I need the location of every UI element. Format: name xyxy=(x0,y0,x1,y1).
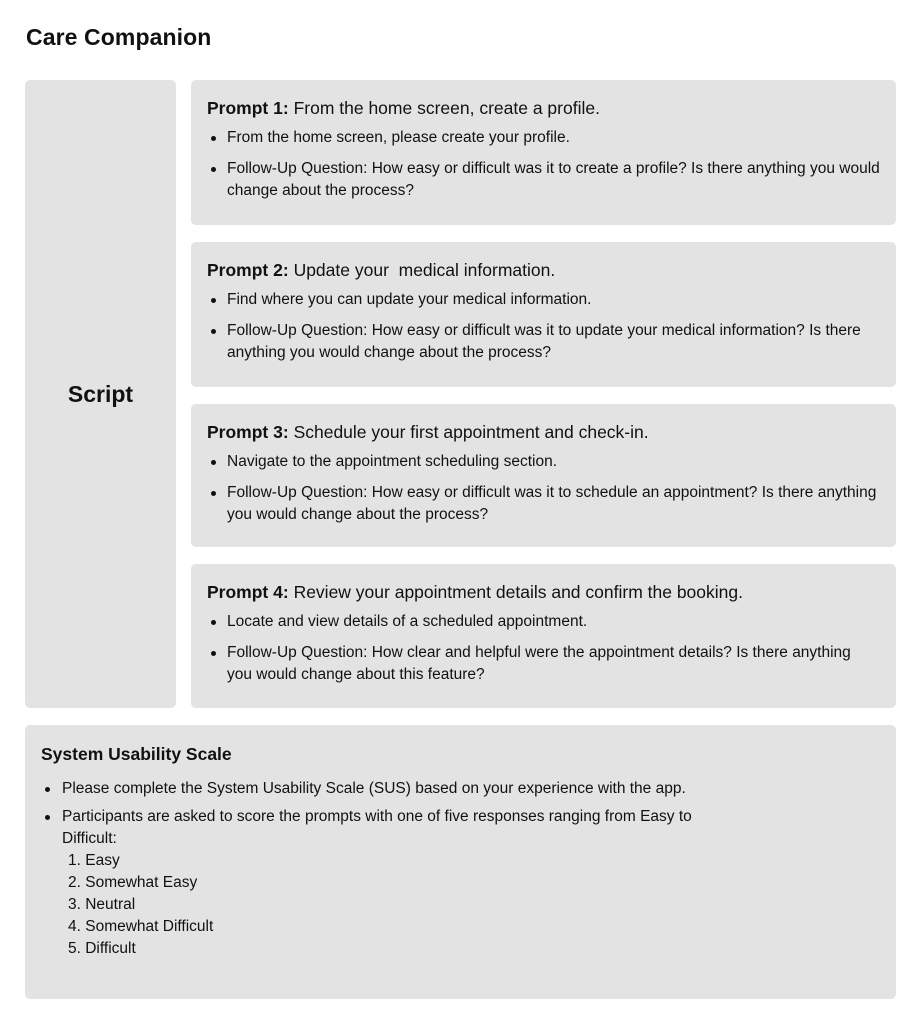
prompt-title: Schedule your first appointment and check-in. xyxy=(293,422,649,442)
script-label: Script xyxy=(67,380,134,407)
task-bullet: From the home screen, please create your profile. xyxy=(207,127,880,149)
script-panel xyxy=(25,80,176,708)
sus-bullet: Please complete the System Usability Scale (SUS) based on your experience with the app. xyxy=(41,778,701,800)
prompt-number: Prompt 3: xyxy=(207,422,289,442)
prompt-heading xyxy=(207,581,880,603)
prompt-heading xyxy=(207,97,880,119)
prompt-number: Prompt 4: xyxy=(207,582,289,602)
sus-title: System Usability Scale xyxy=(41,744,232,764)
task-bullet: Find where you can update your medical information. xyxy=(207,289,880,311)
prompt-card-3 xyxy=(191,404,896,547)
follow-up-bullet: Follow-Up Question: How easy or difficult was it to schedule an appointment? Is there anything you would change about the process? xyxy=(207,482,880,526)
task-bullet: Navigate to the appointment scheduling section. xyxy=(207,451,880,473)
scale-item: 5. Difficult xyxy=(68,940,136,957)
prompt-heading xyxy=(207,259,880,281)
prompt-bullets xyxy=(207,289,880,364)
follow-up-bullet: Follow-Up Question: How clear and helpful were the appointment details? Is there anything you would change about this feature? xyxy=(207,642,880,686)
sus-bullet-scale xyxy=(41,806,701,960)
scale-item: 3. Neutral xyxy=(68,896,136,913)
prompt-card-1 xyxy=(191,80,896,225)
prompt-title: Update your medical information. xyxy=(293,260,556,280)
sus-panel xyxy=(25,725,896,999)
prompt-card-2 xyxy=(191,242,896,387)
scale-item: 1. Easy xyxy=(68,852,120,869)
sus-bullet-text: Participants are asked to score the prompts with one of five responses ranging from Easy to Difficult: xyxy=(62,808,692,847)
prompt-title: From the home screen, create a profile. xyxy=(293,98,600,118)
prompt-title: Review your appointment details and confirm the booking. xyxy=(293,582,743,602)
follow-up-bullet: Follow-Up Question: How easy or difficult was it to update your medical information? Is there anything you would change about the process? xyxy=(207,320,880,364)
scale-list xyxy=(62,850,701,960)
prompt-bullets xyxy=(207,611,880,686)
page-title: Care Companion xyxy=(26,24,212,50)
scale-item: 2. Somewhat Easy xyxy=(68,874,198,891)
scale-item: 4. Somewhat Difficult xyxy=(68,918,214,935)
prompt-number: Prompt 1: xyxy=(207,98,289,118)
prompt-heading xyxy=(207,421,880,443)
task-bullet: Locate and view details of a scheduled appointment. xyxy=(207,611,880,633)
prompt-bullets xyxy=(207,127,880,202)
prompt-bullets xyxy=(207,451,880,526)
prompt-card-4 xyxy=(191,564,896,708)
sus-bullets xyxy=(41,778,701,960)
follow-up-bullet: Follow-Up Question: How easy or difficult was it to create a profile? Is there anything you would change about the process? xyxy=(207,158,880,202)
prompt-number: Prompt 2: xyxy=(207,260,289,280)
